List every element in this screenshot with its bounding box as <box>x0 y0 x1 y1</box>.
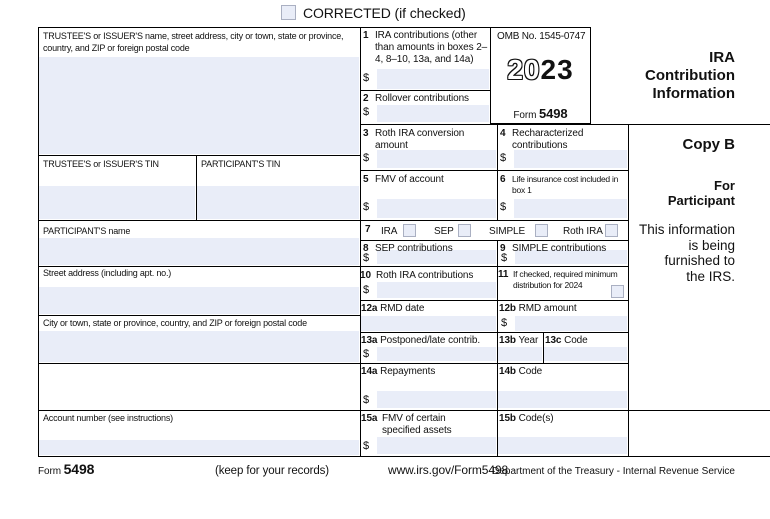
street-address-label: Street address (including apt. no.) <box>43 268 172 278</box>
corrected-label: CORRECTED (if checked) <box>303 5 466 21</box>
box8-label: 8 SEP contributions <box>363 243 453 254</box>
box13a-amount-input[interactable] <box>377 347 496 361</box>
box7-sep-checkbox[interactable] <box>458 224 471 237</box>
grid-line <box>38 410 770 411</box>
dollar-sign: $ <box>363 152 370 164</box>
grid-line <box>360 300 628 301</box>
box7-rothira-checkbox[interactable] <box>605 224 618 237</box>
box7-option-ira-label: IRA <box>381 226 398 237</box>
copy-b-label: Copy B <box>682 136 735 153</box>
omb-number: OMB No. 1545-0747 <box>497 31 586 42</box>
box2-amount-input[interactable] <box>377 105 489 122</box>
box14a-label: 14a Repayments <box>361 366 436 377</box>
box7-simple-checkbox[interactable] <box>535 224 548 237</box>
grid-line <box>360 240 628 241</box>
dollar-sign: $ <box>363 252 370 264</box>
dollar-sign: $ <box>363 201 370 213</box>
dollar-sign: $ <box>363 106 370 118</box>
grid-line <box>360 332 628 333</box>
box12b-amount-input[interactable] <box>515 316 627 331</box>
grid-line <box>628 124 629 456</box>
box10-label: 10 Roth IRA contributions <box>360 270 474 281</box>
box13b-year-input[interactable] <box>498 347 542 361</box>
footer-keep-note: (keep for your records) <box>215 465 330 477</box>
dollar-sign: $ <box>363 440 370 452</box>
box7-option-simple-label: SIMPLE <box>489 226 526 237</box>
dollar-sign: $ <box>363 348 370 360</box>
grid-line <box>38 363 628 364</box>
box13c-code-input[interactable] <box>544 347 627 361</box>
grid-line <box>38 266 628 267</box>
trustee-name-label: TRUSTEE'S or ISSUER'S name, street address, city or town, state or province, country, and ZIP or foreign postal code <box>43 31 344 53</box>
grid-line <box>38 155 360 156</box>
dollar-sign: $ <box>363 72 370 84</box>
grid-line <box>38 220 628 221</box>
box13b-label: 13b Year <box>499 335 539 346</box>
grid-line <box>38 456 770 457</box>
for-participant-label: For Participant <box>667 178 735 208</box>
box2-label: 2 Rollover contributions <box>363 93 469 104</box>
box11-checkbox[interactable] <box>611 285 624 298</box>
account-number-label: Account number (see instructions) <box>43 413 173 423</box>
grid-line <box>196 155 197 220</box>
box6-amount-input[interactable] <box>514 199 627 218</box>
grid-line <box>38 27 39 456</box>
box15b-label: 15b Code(s) <box>499 413 554 424</box>
box13c-label: 13c Code <box>545 335 588 346</box>
dollar-sign: $ <box>500 201 507 213</box>
box10-amount-input[interactable] <box>377 282 496 298</box>
box3-amount-input[interactable] <box>377 150 496 168</box>
box7-ira-checkbox[interactable] <box>403 224 416 237</box>
dollar-sign: $ <box>363 284 370 296</box>
grid-line <box>543 332 544 363</box>
box3-label: 3 Roth IRA conversion amount <box>363 128 465 151</box>
dollar-sign: $ <box>363 394 370 406</box>
box13a-label: 13a Postponed/late contrib. <box>361 335 481 346</box>
trustee-tin-label: TRUSTEE'S or ISSUER'S TIN <box>43 159 159 169</box>
city-label: City or town, state or province, country, and ZIP or foreign postal code <box>43 318 307 328</box>
box4-label: 4 Recharacterized contributions <box>500 128 584 151</box>
grid-line <box>360 90 490 91</box>
dollar-sign: $ <box>501 252 508 264</box>
box1-amount-input[interactable] <box>377 69 489 89</box>
box14b-code-input[interactable] <box>498 391 627 408</box>
tax-year: 2023 <box>507 54 574 85</box>
footer-irs-url: www.irs.gov/Form5498 <box>388 463 509 477</box>
footer-form-number: Form 5498 <box>38 461 95 477</box>
box1-label: 1 IRA contributions (other than amounts in boxes 2–4, 8–10, 13a, and 14a) <box>363 30 488 65</box>
box15b-code-input[interactable] <box>498 437 627 454</box>
city-input[interactable] <box>39 331 359 362</box>
box5-label: 5 FMV of account <box>363 174 444 185</box>
box14b-label: 14b Code <box>499 366 543 377</box>
footer-department: Department of the Treasury - Internal Revenue Service <box>492 466 735 477</box>
dollar-sign: $ <box>501 317 508 329</box>
box11-label: 11 If checked, required minimum distribution for 2024 <box>498 269 618 290</box>
box7-option-rothira-label: Roth IRA <box>563 226 603 237</box>
box15a-label: 15a FMV of certain specified assets <box>361 413 452 436</box>
participant-name-input[interactable] <box>39 238 359 265</box>
box7-option-sep-label: SEP <box>434 226 454 237</box>
account-number-input[interactable] <box>39 440 359 455</box>
trustee-tin-input[interactable] <box>39 186 195 219</box>
form-number-box: Form 5498 <box>513 106 568 121</box>
box5-amount-input[interactable] <box>377 199 496 218</box>
box15a-amount-input[interactable] <box>377 437 496 454</box>
box9-label: 9 SIMPLE contributions <box>500 243 607 254</box>
box14a-amount-input[interactable] <box>377 391 496 408</box>
corrected-checkbox[interactable] <box>281 5 296 20</box>
participant-name-label: PARTICIPANT'S name <box>43 226 131 236</box>
furnished-note: This information is being furnished to the IRS. <box>638 222 735 284</box>
box7-number: 7 <box>365 224 371 235</box>
box4-amount-input[interactable] <box>514 150 627 168</box>
box12b-label: 12b RMD amount <box>499 303 577 314</box>
grid-line <box>360 124 770 125</box>
grid-line <box>360 27 361 456</box>
box12a-date-input[interactable] <box>361 316 496 331</box>
participant-tin-label: PARTICIPANT'S TIN <box>201 159 281 169</box>
dollar-sign: $ <box>500 152 507 164</box>
participant-tin-input[interactable] <box>197 186 359 219</box>
box12a-label: 12a RMD date <box>361 303 425 314</box>
grid-line <box>360 170 628 171</box>
box6-label: 6 Life insurance cost included in box 1 <box>500 174 619 195</box>
form-title: IRA Contribution Information <box>645 49 735 102</box>
trustee-name-input[interactable] <box>39 57 359 154</box>
street-address-input[interactable] <box>39 287 359 314</box>
grid-line <box>38 315 360 316</box>
